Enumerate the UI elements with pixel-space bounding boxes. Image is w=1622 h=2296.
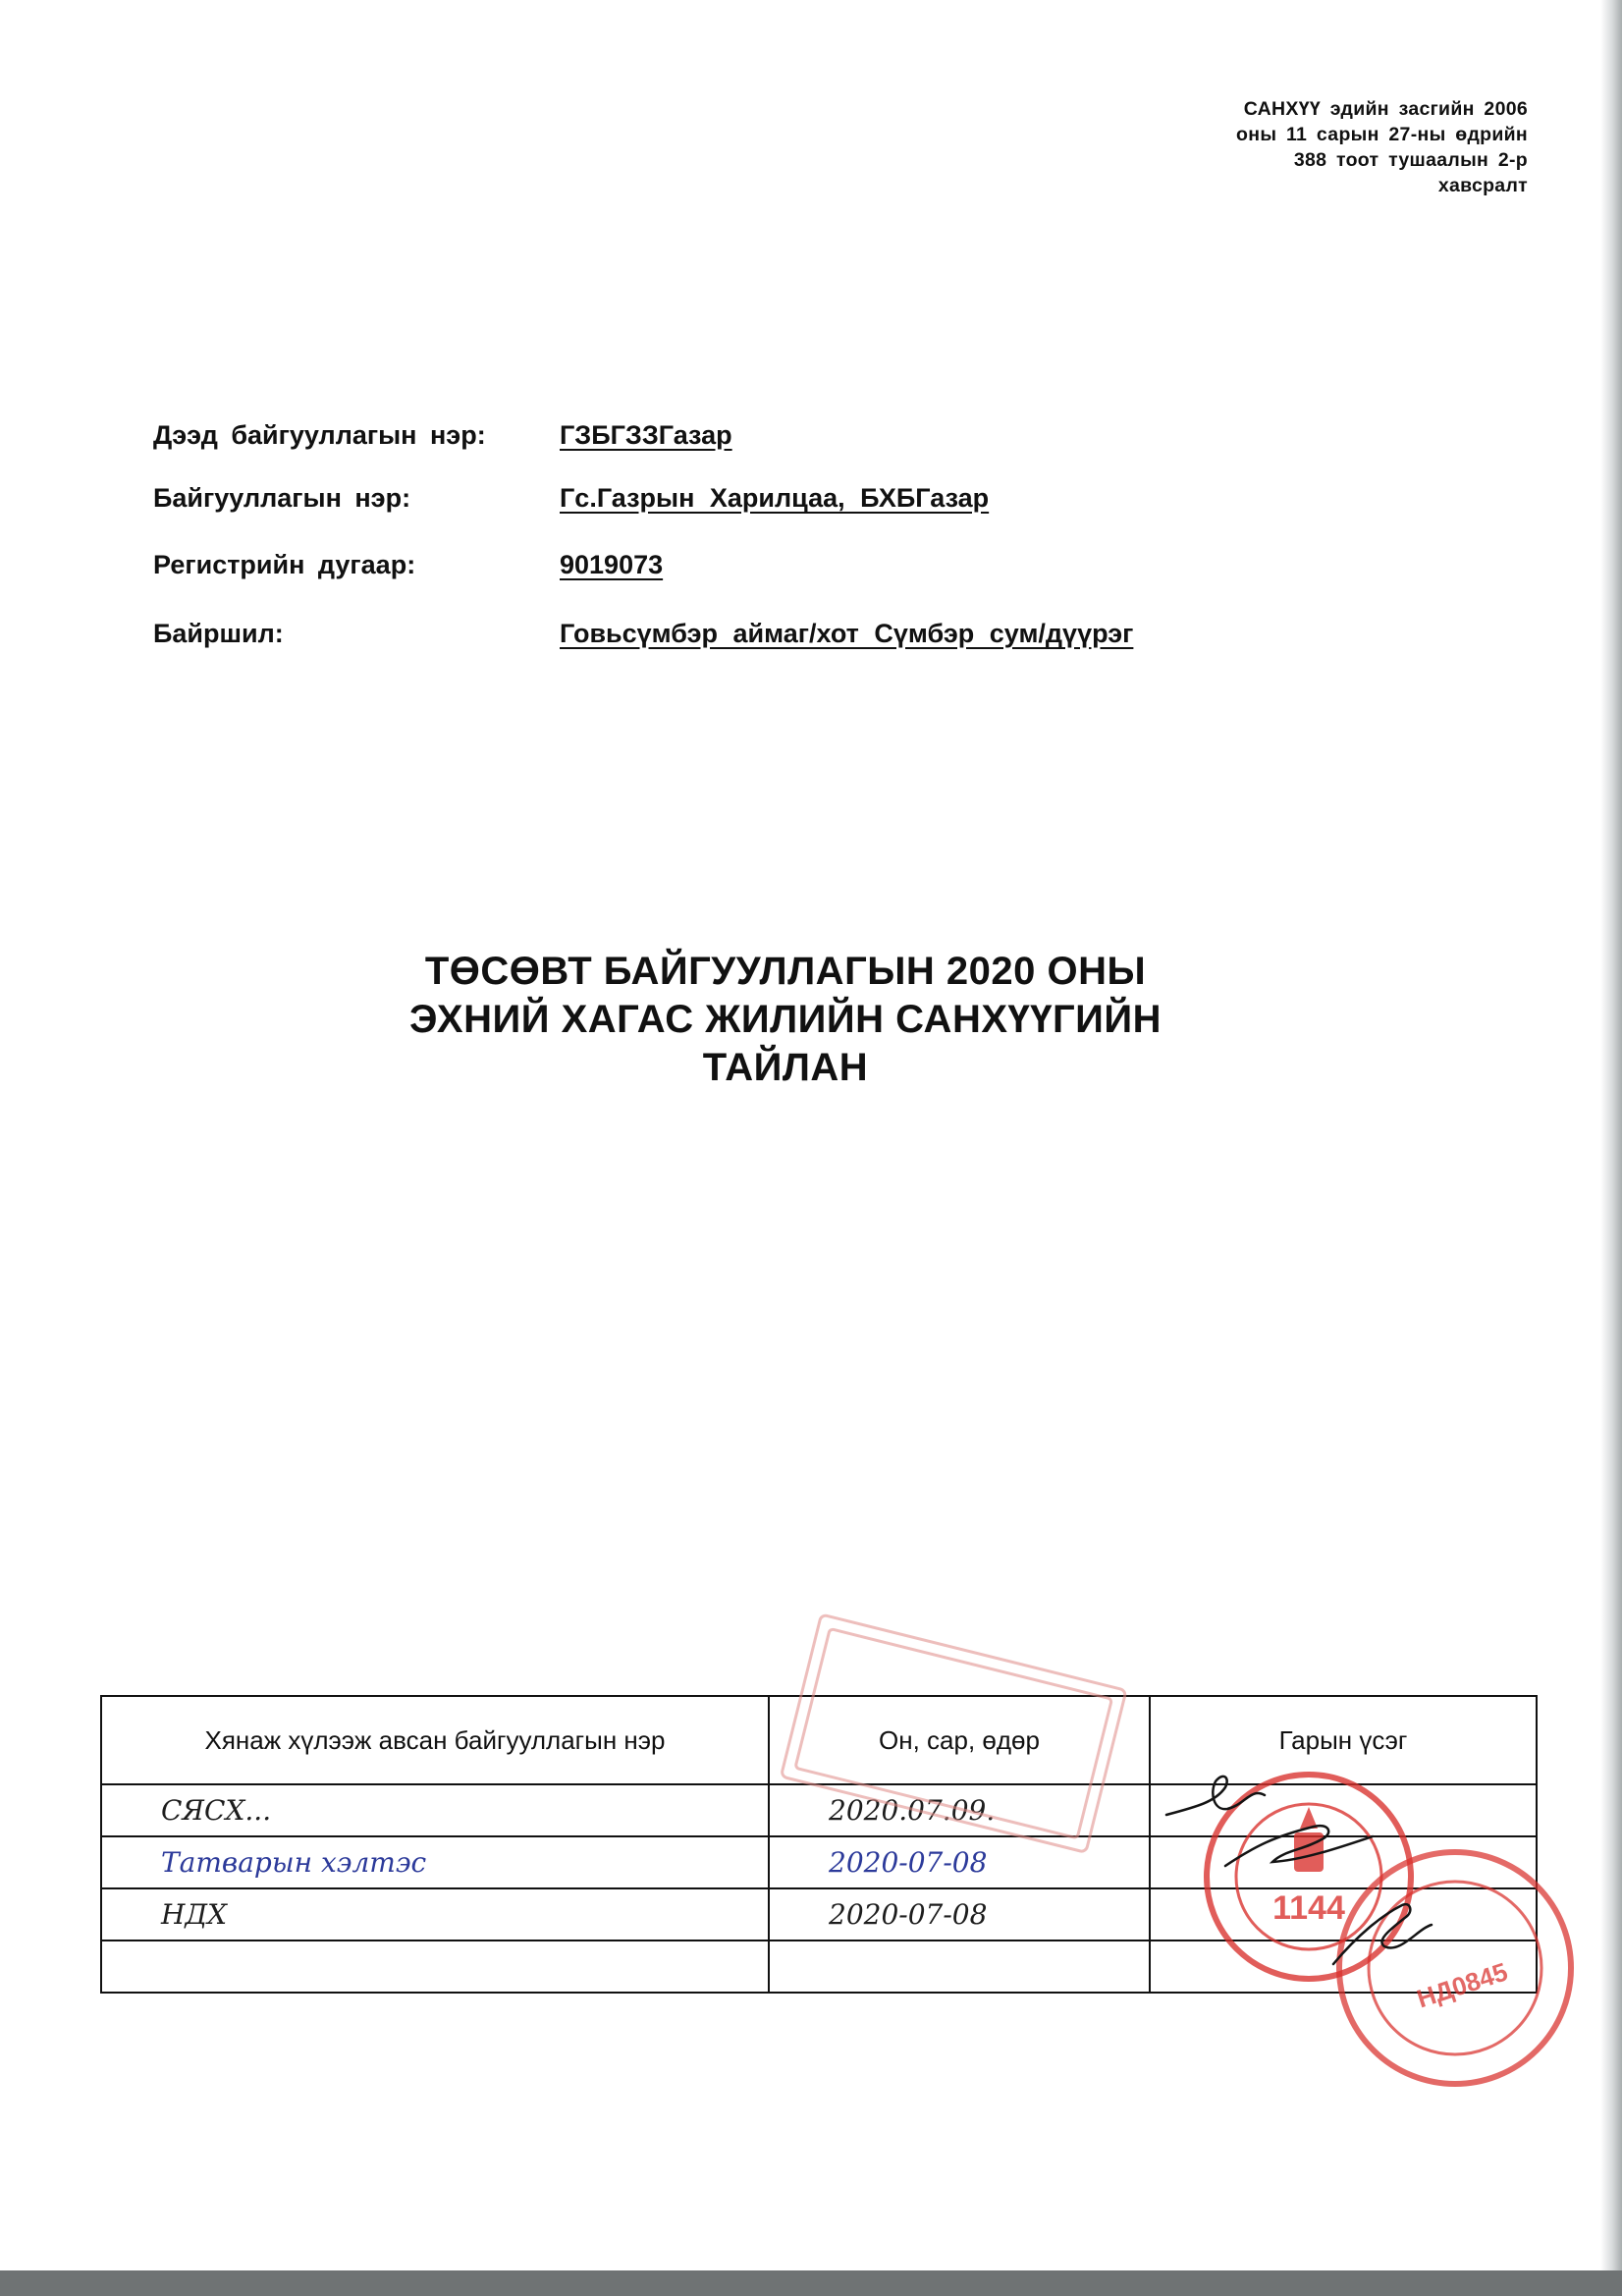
decree-line: оны 11 сарын 27-ны өдрийн xyxy=(1236,124,1528,145)
title-line: ТАЙЛАН xyxy=(702,1046,869,1089)
table-row xyxy=(101,1836,1537,1888)
decree-line: 388 тоот тушаалын 2-р xyxy=(1293,149,1528,171)
org-cell: НДХ xyxy=(101,1888,769,1941)
table-row xyxy=(101,1784,1537,1836)
date-cell: 2020-07-08 xyxy=(769,1836,1150,1888)
info-label: Байршил: xyxy=(153,619,284,648)
header-org: Хянаж хүлээж авсан байгууллагын нэр xyxy=(101,1696,769,1784)
date-cell xyxy=(769,1941,1150,1993)
decree-reference xyxy=(1236,96,1528,198)
info-label: Дээд байгууллагын нэр: xyxy=(153,420,486,450)
seal-number: НД0845 xyxy=(1413,1956,1512,2014)
document-title xyxy=(324,948,1247,1092)
header-date: Он, сар, өдөр xyxy=(769,1696,1150,1784)
page-edge-shadow xyxy=(1600,0,1622,2296)
info-label: Регистрийн дугаар: xyxy=(153,550,416,579)
table-row xyxy=(101,1941,1537,1993)
org-cell: Татварын хэлтэс xyxy=(101,1836,769,1888)
info-value: 9019073 xyxy=(560,550,664,579)
decree-line: хавсралт xyxy=(1437,175,1528,196)
title-line: ЭХНИЙ ХАГАС ЖИЛИЙН САНХҮҮГИЙН xyxy=(408,998,1162,1041)
title-line: ТӨСӨВТ БАЙГУУЛЛАГЫН 2020 ОНЫ xyxy=(424,950,1147,993)
decree-line: САНХҮҮ эдийн засгийн 2006 xyxy=(1243,98,1528,120)
review-table xyxy=(100,1695,1538,1994)
info-value: ГЗБГЗЗГазар xyxy=(560,420,732,450)
signature-cell xyxy=(1150,1888,1537,1941)
signature-cell xyxy=(1150,1836,1537,1888)
table-row xyxy=(101,1888,1537,1941)
signature-cell xyxy=(1150,1784,1537,1836)
header-signature: Гарын үсэг xyxy=(1150,1696,1537,1784)
info-label: Байгууллагын нэр: xyxy=(153,483,411,513)
info-value: Гс.Газрын Харилцаа, БХБГазар xyxy=(560,483,990,513)
org-cell xyxy=(101,1941,769,1993)
signature-cell xyxy=(1150,1941,1537,1993)
date-cell: 2020-07-08 xyxy=(769,1888,1150,1941)
info-value: Говьсүмбэр аймаг/хот Сүмбэр сум/дүүрэг xyxy=(560,619,1134,648)
date-cell: 2020.07.09. xyxy=(769,1784,1150,1836)
review-table-header-row xyxy=(101,1696,1537,1784)
scanner-bottom-band xyxy=(0,2270,1622,2296)
seal-number: 1144 xyxy=(1272,1889,1345,1927)
org-cell: СЯСХ... xyxy=(101,1784,769,1836)
